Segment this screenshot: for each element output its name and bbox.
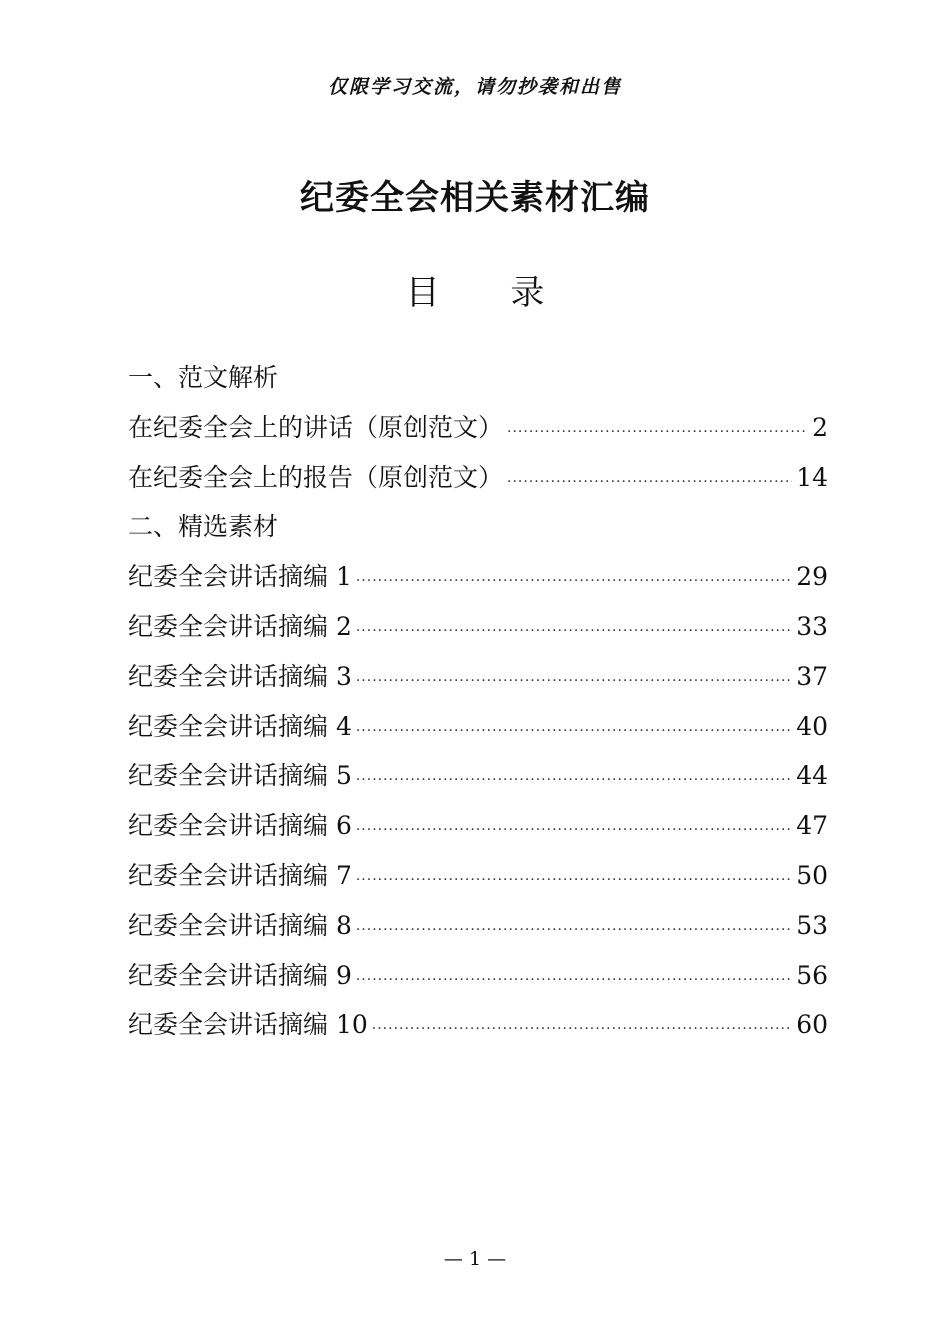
table-of-contents xyxy=(128,358,828,1055)
toc-entry-title: 纪委全会讲话摘编 6 xyxy=(128,811,352,841)
toc-entry-title: 纪委全会讲话摘编 9 xyxy=(128,960,352,990)
toc-entry[interactable] xyxy=(128,1005,828,1055)
toc-entry-page: 53 xyxy=(796,910,828,940)
toc-leader-dots xyxy=(356,623,792,639)
toc-entry[interactable] xyxy=(128,806,828,856)
document-title: 纪委全会相关素材汇编 xyxy=(300,178,650,218)
toc-entry-title: 纪委全会讲话摘编 1 xyxy=(128,562,352,592)
toc-leader-dots xyxy=(507,424,808,440)
toc-entry[interactable] xyxy=(128,408,828,458)
toc-entry-page: 56 xyxy=(796,960,828,990)
toc-entry-page: 14 xyxy=(796,462,828,492)
toc-leader-dots xyxy=(356,872,792,888)
toc-leader-dots xyxy=(356,972,792,988)
toc-entry-title: 纪委全会讲话摘编 4 xyxy=(128,711,352,741)
toc-entry-page: 40 xyxy=(796,711,828,741)
toc-entry-page: 37 xyxy=(796,661,828,691)
toc-leader-dots xyxy=(372,1021,792,1037)
toc-entry[interactable] xyxy=(128,956,828,1006)
toc-entry[interactable] xyxy=(128,856,828,906)
toc-entry-title: 纪委全会讲话摘编 10 xyxy=(128,1010,368,1040)
toc-entry-title: 纪委全会讲话摘编 3 xyxy=(128,661,352,691)
toc-entry-page: 60 xyxy=(796,1010,828,1040)
toc-leader-dots xyxy=(356,922,792,938)
toc-section-label: 一、范文解析 xyxy=(128,363,279,392)
toc-entry-title: 在纪委全会上的讲话（原创范文） xyxy=(128,412,504,442)
toc-title: 目 录 xyxy=(405,273,575,313)
toc-entry-title: 纪委全会讲话摘编 7 xyxy=(128,860,352,890)
toc-leader-dots xyxy=(356,822,792,838)
toc-entry[interactable] xyxy=(128,707,828,757)
toc-section-label: 二、精选素材 xyxy=(128,512,279,542)
toc-entry-page: 50 xyxy=(796,860,828,890)
toc-entry-page: 44 xyxy=(796,761,828,791)
toc-leader-dots xyxy=(507,474,792,490)
toc-entry[interactable] xyxy=(128,458,828,508)
toc-entry-page: 29 xyxy=(796,562,828,592)
toc-entry-page: 2 xyxy=(812,412,828,442)
toc-entry-page: 47 xyxy=(796,811,828,841)
toc-entry[interactable] xyxy=(128,657,828,707)
toc-entry[interactable] xyxy=(128,906,828,956)
toc-entry[interactable] xyxy=(128,607,828,657)
toc-entry[interactable] xyxy=(128,557,828,607)
toc-entry-title: 在纪委全会上的报告（原创范文） xyxy=(128,462,504,492)
toc-section-heading xyxy=(128,507,828,557)
toc-entry-title: 纪委全会讲话摘编 2 xyxy=(128,611,352,641)
header-note: 仅限学习交流，请勿抄袭和出售 xyxy=(327,76,622,98)
toc-entry-page: 33 xyxy=(796,611,828,641)
toc-entry-title: 纪委全会讲话摘编 5 xyxy=(128,761,352,791)
toc-leader-dots xyxy=(356,723,792,739)
toc-entry[interactable] xyxy=(128,756,828,806)
toc-leader-dots xyxy=(356,573,792,589)
toc-section-heading xyxy=(128,358,828,408)
page-number-footer: — 1 — xyxy=(443,1248,507,1270)
toc-leader-dots xyxy=(356,772,792,788)
toc-leader-dots xyxy=(356,673,792,689)
toc-entry-title: 纪委全会讲话摘编 8 xyxy=(128,910,352,940)
